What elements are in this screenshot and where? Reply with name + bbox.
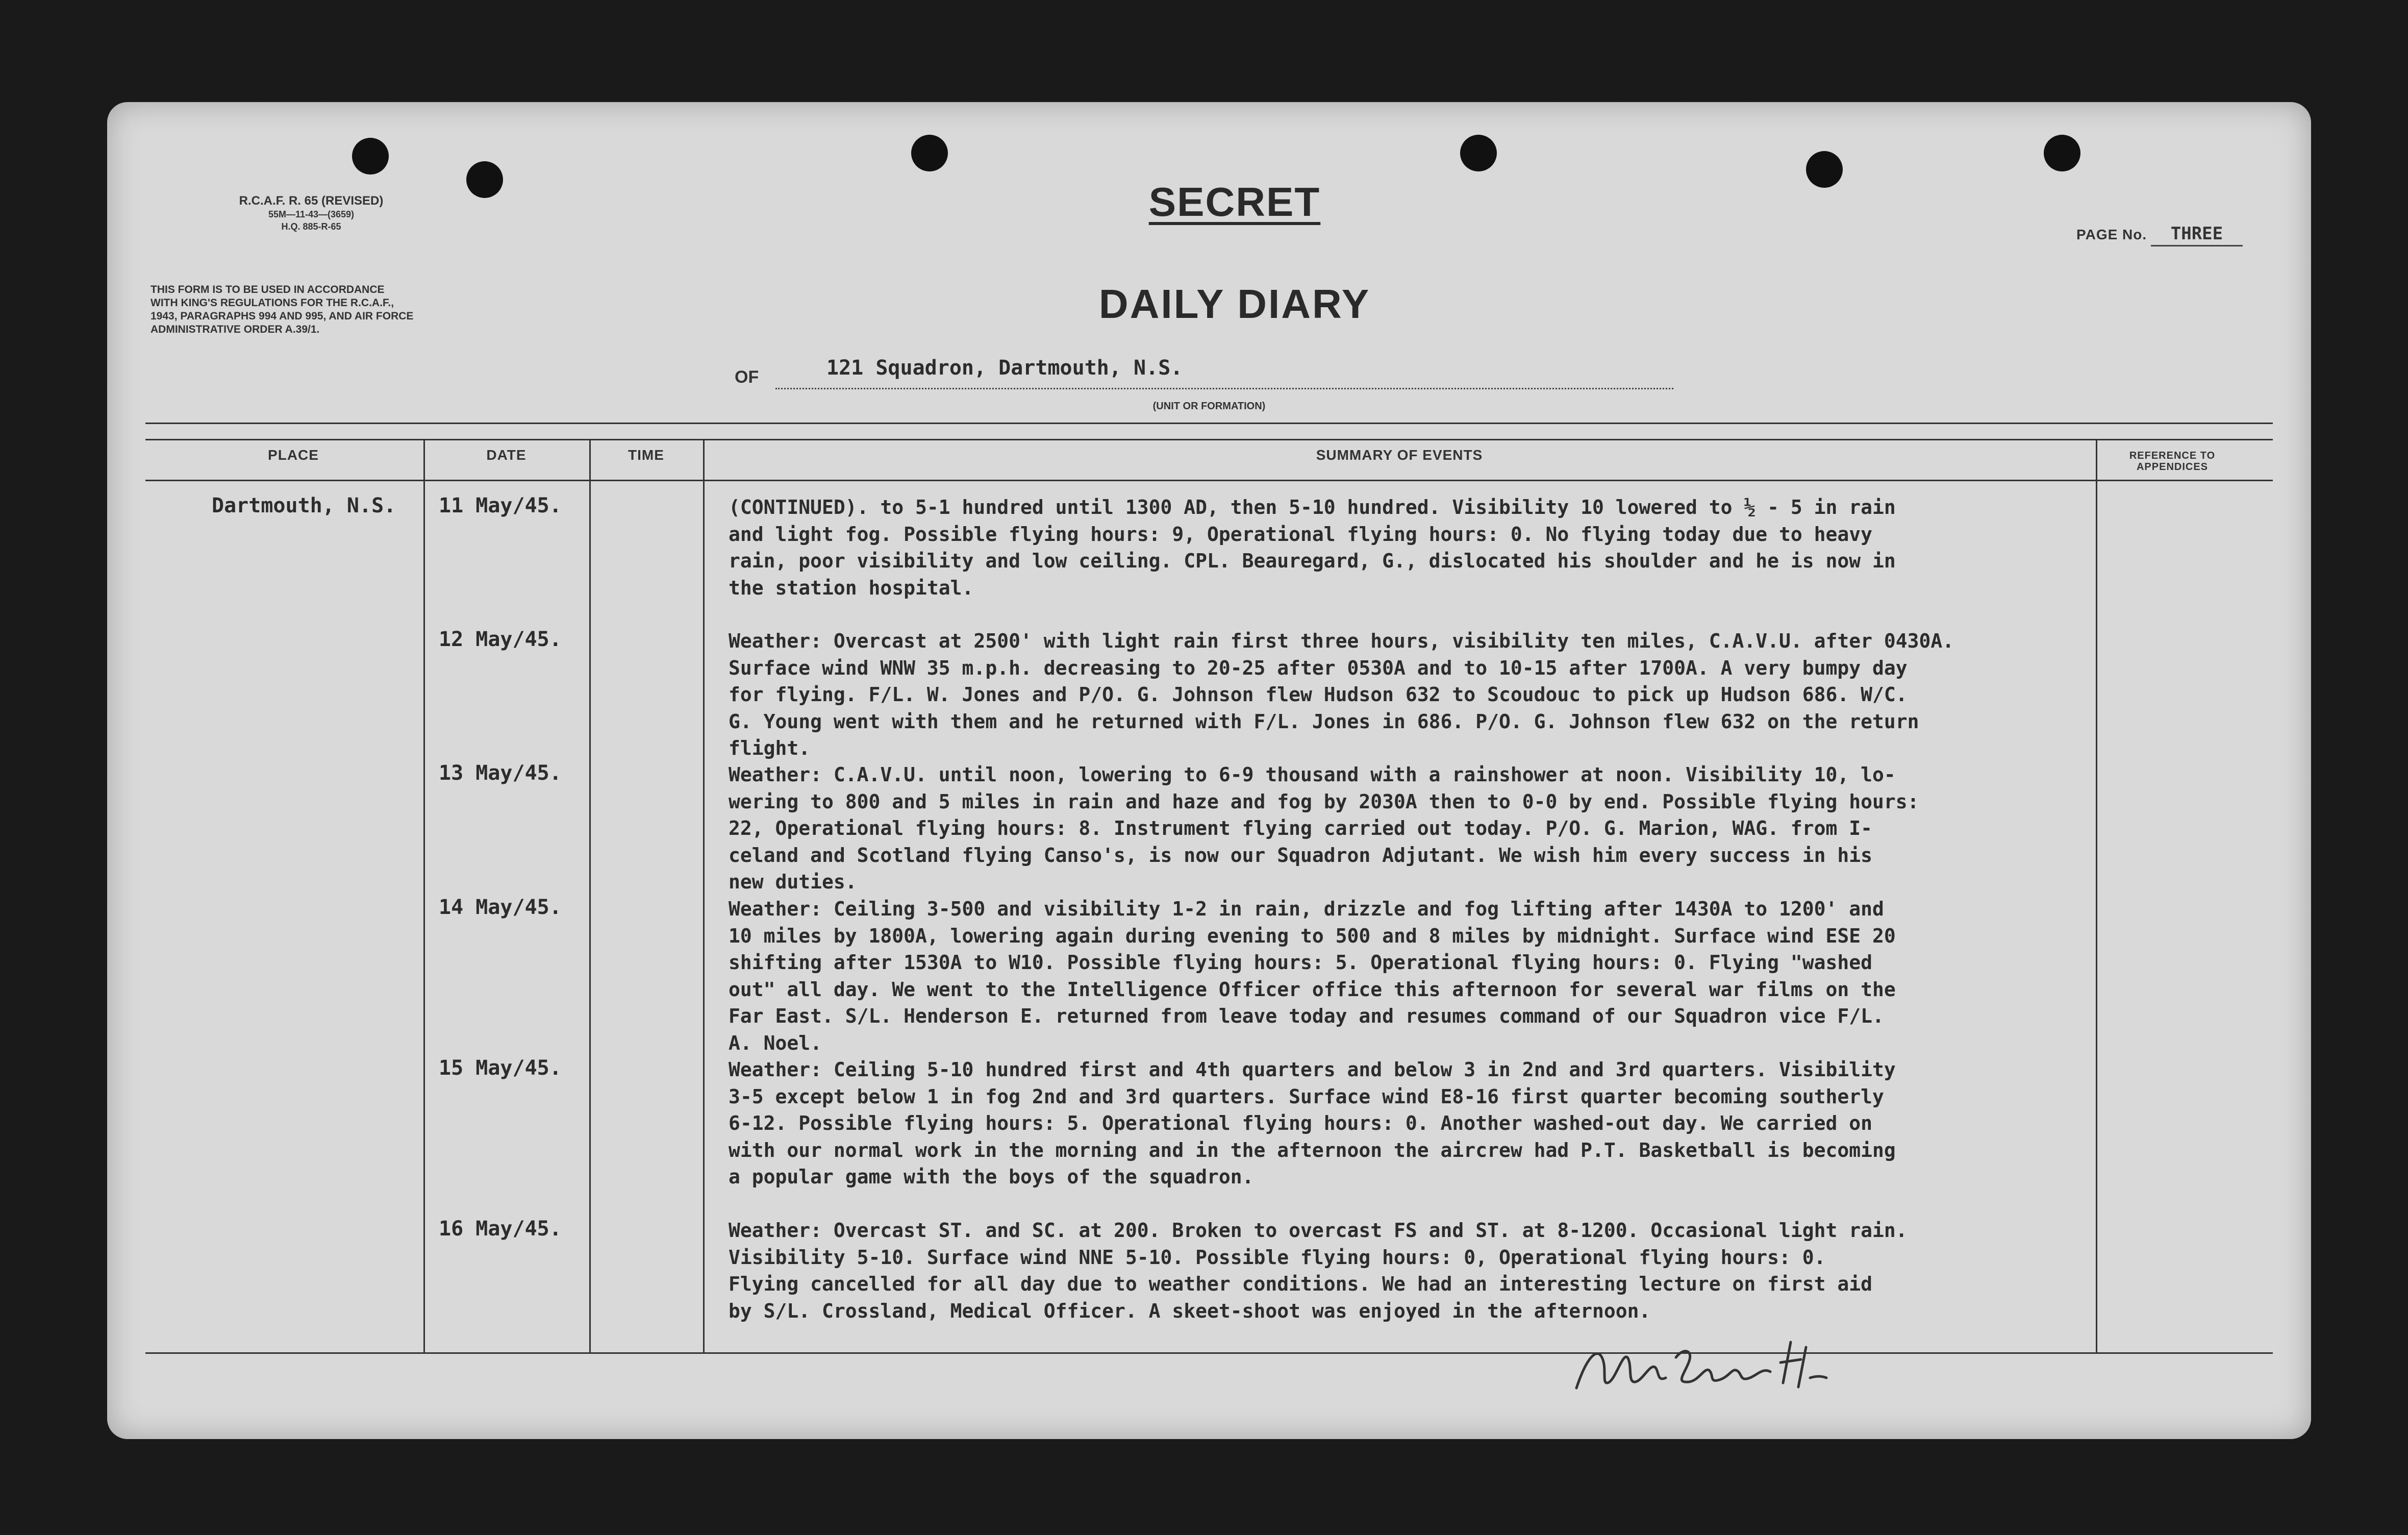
- summary-line: Weather: Ceiling 5-10 hundred first and 4th quarters and below 3 in 2nd and 3rd quarters. Visibility: [729, 1058, 1896, 1081]
- summary-line: wering to 800 and 5 miles in rain and haze and fog by 2030A then to 0-0 by end. Possible flying hours:: [729, 790, 1919, 813]
- summary-line: 22, Operational flying hours: 8. Instrument flying carried out today. P/O. G. Marion, WAG. from I-: [729, 817, 1873, 839]
- entry-date: 14 May/45.: [439, 896, 562, 919]
- diary-sheet: [107, 102, 2311, 1439]
- summary-line: Weather: C.A.V.U. until noon, lowering to 6-9 thousand with a rainshower at noon. Visibility 10, lo-: [729, 763, 1896, 786]
- summary-line: and light fog. Possible flying hours: 9, Operational flying hours: 0. No flying today due to heavy: [729, 523, 1873, 546]
- summary-line: Surface wind WNW 35 m.p.h. decreasing to 20-25 after 0530A and to 10-15 after 1700A. A very bumpy day: [729, 656, 1908, 679]
- header-rule-top: [145, 423, 2273, 424]
- entry-summary: [729, 1217, 2137, 1324]
- entry-place: Dartmouth, N.S.: [212, 494, 396, 517]
- instruction-line: 1943, PARAGRAPHS 994 AND 995, AND AIR FORCE: [150, 310, 414, 322]
- summary-line: with our normal work in the morning and in the afternoon the aircrew had P.T. Basketball is becoming: [729, 1138, 1896, 1161]
- instruction-line: WITH KING'S REGULATIONS FOR THE R.C.A.F.,: [150, 297, 394, 309]
- page-number-value: THREE: [2151, 224, 2243, 246]
- summary-line: flight.: [729, 737, 811, 759]
- summary-line: Visibility 5-10. Surface wind NNE 5-10. Possible flying hours: 0, Operational flying hours: 0.: [729, 1246, 1826, 1269]
- entry-summary: [729, 628, 2137, 762]
- entry-date: 16 May/45.: [439, 1217, 562, 1241]
- page-number: [2076, 224, 2243, 246]
- form-instructions: [150, 283, 569, 336]
- entry-date: 11 May/45.: [439, 494, 562, 517]
- handwritten-signature: [1566, 1327, 1852, 1403]
- column-divider: [703, 439, 705, 1352]
- binder-hole: [1460, 135, 1497, 171]
- unit-caption: (UNIT OR FORMATION): [1152, 401, 1266, 412]
- summary-line: 6-12. Possible flying hours: 5. Operational flying hours: 0. Another washed-out day. We carried on: [729, 1112, 1873, 1134]
- summary-line: Weather: Overcast at 2500' with light rain first three hours, visibility ten miles, C.A.V.U. after 0430A.: [729, 630, 1954, 652]
- header-rule: [145, 439, 2273, 440]
- binder-hole: [911, 135, 948, 171]
- column-header-place: PLACE: [268, 447, 319, 463]
- binder-hole: [466, 161, 503, 198]
- entry-summary: [729, 761, 2137, 896]
- summary-line: the station hospital.: [729, 576, 974, 599]
- summary-line: Weather: Overcast ST. and SC. at 200. Broken to overcast FS and ST. at 8-1200. Occasional light rain.: [729, 1219, 1908, 1242]
- column-header-summary: SUMMARY OF EVENTS: [1316, 447, 1483, 463]
- footer-rule: [145, 1352, 2273, 1354]
- unit-name: 121 Squadron, Dartmouth, N.S.: [826, 356, 1183, 380]
- entry-date: 13 May/45.: [439, 761, 562, 785]
- column-divider: [589, 439, 591, 1352]
- column-header-reference-line: APPENDICES: [2136, 461, 2209, 473]
- summary-line: new duties.: [729, 871, 857, 893]
- column-header-reference: [2096, 450, 2249, 473]
- column-header-rule: [145, 480, 2273, 481]
- form-code-line: R.C.A.F. R. 65 (REVISED): [239, 194, 384, 208]
- page-number-label: PAGE No.: [2076, 227, 2147, 242]
- summary-line: Flying cancelled for all day due to weather conditions. We had an interesting lecture on first aid: [729, 1273, 1873, 1295]
- unit-of-label: OF: [735, 367, 759, 387]
- summary-line: celand and Scotland flying Canso's, is now our Squadron Adjutant. We wish him every success in his: [729, 844, 1873, 866]
- entry-summary: [729, 494, 2137, 601]
- summary-line: A. Noel.: [729, 1031, 822, 1054]
- column-divider: [423, 439, 425, 1352]
- summary-line: by S/L. Crossland, Medical Officer. A skeet-shoot was enjoyed in the afternoon.: [729, 1299, 1651, 1322]
- form-code-line: 55M—11-43—(3659): [268, 209, 355, 219]
- entry-summary: [729, 896, 2137, 1056]
- summary-line: shifting after 1530A to W10. Possible flying hours: 5. Operational flying hours: 0. Flying "washed: [729, 951, 1873, 974]
- summary-line: (CONTINUED). to 5-1 hundred until 1300 AD, then 5-10 hundred. Visibility 10 lowered to ½ - 5 in rain: [729, 496, 1896, 518]
- entry-summary: [729, 1056, 2137, 1191]
- form-code-line: H.Q. 885-R-65: [281, 221, 341, 232]
- binder-hole: [1806, 151, 1843, 188]
- summary-line: 3-5 except below 1 in fog 2nd and 3rd quarters. Surface wind E8-16 first quarter becoming southerly: [729, 1085, 1884, 1108]
- summary-line: out" all day. We went to the Intelligence Officer office this afternoon for several war films on the: [729, 978, 1896, 1001]
- page-title: DAILY DIARY: [1098, 281, 1371, 327]
- summary-line: a popular game with the boys of the squadron.: [729, 1166, 1254, 1188]
- instruction-line: ADMINISTRATIVE ORDER A.39/1.: [150, 324, 320, 335]
- column-header-time: TIME: [628, 447, 664, 463]
- column-header-date: DATE: [486, 447, 526, 463]
- binder-hole: [352, 138, 389, 175]
- form-code: [168, 194, 454, 233]
- entry-date: 12 May/45.: [439, 628, 562, 651]
- column-header-reference-line: REFERENCE TO: [2129, 450, 2216, 461]
- summary-line: G. Young went with them and he returned with F/L. Jones in 686. P/O. G. Johnson flew 632 on the return: [729, 710, 1919, 733]
- binder-hole: [2044, 135, 2080, 171]
- summary-line: rain, poor visibility and low ceiling. CPL. Beauregard, G., dislocated his shoulder and he is now in: [729, 550, 1896, 572]
- instruction-line: THIS FORM IS TO BE USED IN ACCORDANCE: [150, 284, 385, 295]
- summary-line: for flying. F/L. W. Jones and P/O. G. Johnson flew Hudson 632 to Scoudouc to pick up Hudson 686. W/C.: [729, 683, 1908, 706]
- classification-heading: SECRET: [1148, 179, 1321, 225]
- summary-line: Weather: Ceiling 3-500 and visibility 1-2 in rain, drizzle and fog lifting after 1430A to 1200' and: [729, 898, 1884, 920]
- entry-date: 15 May/45.: [439, 1056, 562, 1080]
- summary-line: Far East. S/L. Henderson E. returned from leave today and resumes command of our Squadron vice F/L.: [729, 1005, 1884, 1027]
- summary-line: 10 miles by 1800A, lowering again during evening to 500 and 8 miles by midnight. Surface wind ESE 20: [729, 924, 1896, 947]
